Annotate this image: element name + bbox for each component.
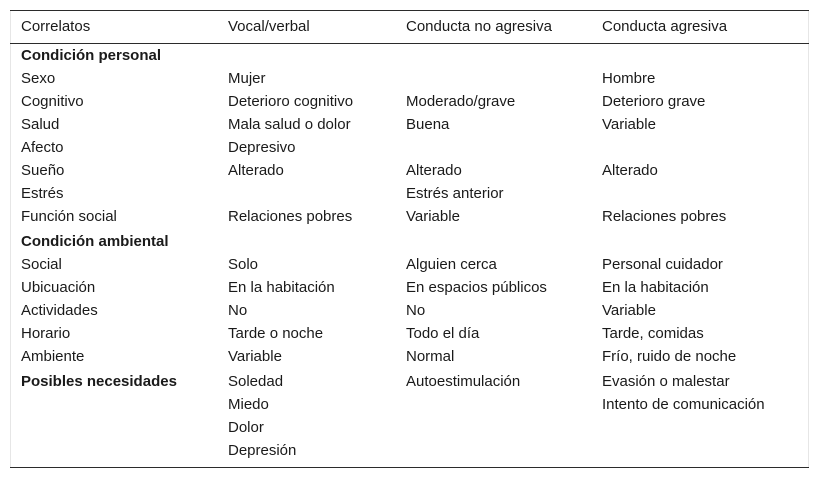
vocal-cell: Solo — [228, 256, 259, 273]
vocal-cell: No — [228, 302, 248, 319]
header-conducta-agresiva: Conducta agresiva — [602, 18, 728, 35]
row-label: Afecto — [21, 139, 64, 156]
row-label: Sexo — [21, 70, 56, 87]
need-dolor: Dolor — [228, 419, 264, 436]
agresiva-cell: Variable — [602, 116, 656, 133]
header-vocal-verbal: Vocal/verbal — [228, 18, 310, 35]
table-top-rule — [10, 10, 809, 11]
header-conducta-no-agresiva: Conducta no agresiva — [406, 18, 552, 35]
need-soledad: Soledad — [228, 373, 284, 390]
row-label: Función social — [21, 208, 117, 225]
need-miedo: Miedo — [228, 396, 269, 413]
row-label: Salud — [21, 116, 60, 133]
no-agresiva-cell: Variable — [406, 208, 460, 225]
section-title: Condición ambiental — [21, 233, 169, 250]
row-label: Ambiente — [21, 348, 85, 365]
vocal-cell: Alterado — [228, 162, 284, 179]
agresiva-cell: Hombre — [602, 70, 656, 87]
row-label: Estrés — [21, 185, 64, 202]
agresiva-cell: Tarde, comidas — [602, 325, 704, 342]
no-agresiva-cell: En espacios públicos — [406, 279, 547, 296]
table-bottom-rule — [10, 467, 809, 468]
vocal-cell: Relaciones pobres — [228, 208, 353, 225]
row-label: Social — [21, 256, 62, 273]
vocal-cell: En la habitación — [228, 279, 335, 296]
row-label: Actividades — [21, 302, 98, 319]
no-agresiva-cell: Moderado/grave — [406, 93, 516, 110]
no-agresiva-cell: Estrés anterior — [406, 185, 504, 202]
agresiva-cell: Relaciones pobres — [602, 208, 727, 225]
vocal-cell: Variable — [228, 348, 282, 365]
need-comunicacion: Intento de comunicación — [602, 396, 765, 413]
vocal-cell: Mujer — [228, 70, 266, 87]
no-agresiva-cell: Alguien cerca — [406, 256, 497, 273]
row-label: Horario — [21, 325, 71, 342]
vocal-cell: Deterioro cognitivo — [228, 93, 354, 110]
agresiva-cell: Alterado — [602, 162, 658, 179]
no-agresiva-cell: Todo el día — [406, 325, 480, 342]
agresiva-cell: Frío, ruido de noche — [602, 348, 737, 365]
agresiva-cell: Personal cuidador — [602, 256, 723, 273]
need-depresion: Depresión — [228, 442, 297, 459]
needs-label: Posibles necesidades — [21, 373, 177, 390]
row-label: Sueño — [21, 162, 65, 179]
no-agresiva-cell: Alterado — [406, 162, 462, 179]
no-agresiva-cell: Normal — [406, 348, 455, 365]
need-autoestimulacion: Autoestimulación — [406, 373, 521, 390]
vocal-cell: Mala salud o dolor — [228, 116, 351, 133]
vocal-cell: Depresivo — [228, 139, 296, 156]
no-agresiva-cell: Buena — [406, 116, 450, 133]
agresiva-cell: En la habitación — [602, 279, 709, 296]
no-agresiva-cell: No — [406, 302, 426, 319]
need-evasion: Evasión o malestar — [602, 373, 730, 390]
agresiva-cell: Deterioro grave — [602, 93, 706, 110]
row-label: Cognitivo — [21, 93, 84, 110]
vocal-cell: Tarde o noche — [228, 325, 324, 342]
agresiva-cell: Variable — [602, 302, 656, 319]
row-label: Ubicuación — [21, 279, 96, 296]
header-correlatos: Correlatos — [21, 18, 91, 35]
section-title: Condición personal — [21, 47, 162, 64]
header-rule — [10, 43, 809, 44]
